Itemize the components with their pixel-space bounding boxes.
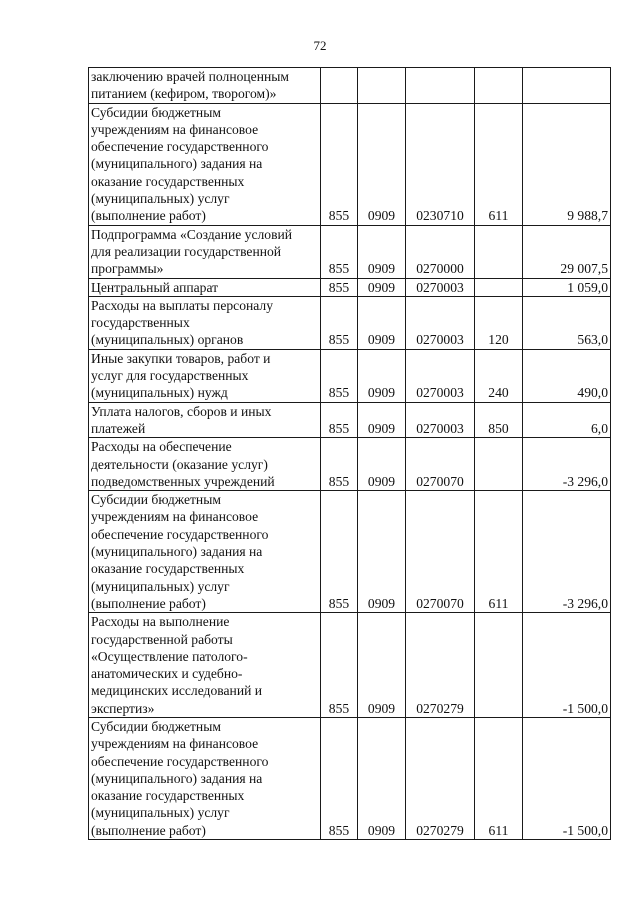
cell-target-article: 0230710 [406, 103, 475, 225]
description-line: обеспечение государственного [91, 139, 269, 155]
description-line: питанием (кефиром, творогом)» [91, 86, 277, 102]
description-line: (муниципального) задания на [91, 544, 263, 560]
description-line: платежей [91, 420, 146, 436]
cell-target-article: 0270003 [406, 402, 475, 438]
cell-expense-type: 611 [475, 103, 523, 225]
description-line: (муниципальных) услуг [91, 805, 230, 821]
row-description [89, 296, 321, 349]
cell-target-article: 0270070 [406, 491, 475, 613]
cell-amount: 563,0 [523, 296, 611, 349]
budget-table [88, 67, 611, 840]
description-line: Центральный аппарат [91, 279, 219, 295]
cell-amount: -3 296,0 [523, 491, 611, 613]
cell-expense-type [475, 613, 523, 718]
description-line: (муниципального) задания на [91, 770, 263, 786]
cell-amount: 29 007,5 [523, 225, 611, 278]
description-line: Подпрограмма «Создание условий [91, 226, 293, 242]
description-line: услуг для государственных [91, 368, 249, 384]
description-line: Субсидии бюджетным [91, 492, 221, 508]
description-line: оказание государственных [91, 561, 245, 577]
cell-amount: -3 296,0 [523, 438, 611, 491]
description-line: (выполнение работ) [91, 208, 206, 224]
description-line: программы» [91, 261, 164, 277]
description-line: (выполнение работ) [91, 822, 206, 838]
cell-section: 0909 [358, 349, 406, 402]
cell-target-article: 0270070 [406, 438, 475, 491]
cell-section: 0909 [358, 613, 406, 718]
cell-target-article: 0270003 [406, 278, 475, 296]
cell-grbs: 855 [321, 225, 358, 278]
cell-amount: 6,0 [523, 402, 611, 438]
cell-expense-type [475, 438, 523, 491]
cell-expense-type: 240 [475, 349, 523, 402]
table-row [89, 278, 611, 296]
cell-target-article: 0270279 [406, 613, 475, 718]
description-line: Расходы на выполнение [91, 614, 230, 630]
row-description [89, 491, 321, 613]
cell-grbs: 855 [321, 438, 358, 491]
row-description [89, 278, 321, 296]
description-line: Уплата налогов, сборов и иных [91, 403, 272, 419]
cell-amount: 1 059,0 [523, 278, 611, 296]
description-line: (муниципальных) органов [91, 332, 244, 348]
cell-expense-type: 611 [475, 717, 523, 839]
row-description [89, 438, 321, 491]
cell-section: 0909 [358, 491, 406, 613]
cell-expense-type [475, 225, 523, 278]
cell-expense-type: 611 [475, 491, 523, 613]
description-line: учреждениям на финансовое [91, 736, 259, 752]
row-description [89, 349, 321, 402]
description-line: обеспечение государственного [91, 526, 269, 542]
row-description [89, 717, 321, 839]
table-row [89, 296, 611, 349]
description-line: Расходы на обеспечение [91, 439, 232, 455]
description-line: деятельности (оказание услуг) [91, 456, 268, 472]
cell-section: 0909 [358, 296, 406, 349]
cell-grbs: 855 [321, 349, 358, 402]
cell-amount: -1 500,0 [523, 717, 611, 839]
description-line: (муниципального) задания на [91, 156, 263, 172]
cell-section: 0909 [358, 225, 406, 278]
table-row [89, 225, 611, 278]
cell-section: 0909 [358, 278, 406, 296]
description-line: «Осуществление патолого- [91, 648, 248, 664]
description-line: государственной работы [91, 631, 233, 647]
table-row [89, 613, 611, 718]
table-row [89, 349, 611, 402]
cell-expense-type [475, 68, 523, 104]
description-line: обеспечение государственного [91, 753, 269, 769]
cell-target-article: 0270003 [406, 296, 475, 349]
description-line: Расходы на выплаты персоналу [91, 297, 273, 313]
cell-section [358, 68, 406, 104]
cell-grbs: 855 [321, 278, 358, 296]
table-row [89, 402, 611, 438]
description-line: (муниципальных) услуг [91, 191, 230, 207]
description-line: Иные закупки товаров, работ и [91, 350, 271, 366]
row-description [89, 225, 321, 278]
cell-target-article: 0270000 [406, 225, 475, 278]
table-row [89, 491, 611, 613]
description-line: анатомических и судебно- [91, 666, 243, 682]
cell-grbs: 855 [321, 103, 358, 225]
cell-section: 0909 [358, 717, 406, 839]
table-row [89, 438, 611, 491]
cell-expense-type: 120 [475, 296, 523, 349]
cell-amount: 9 988,7 [523, 103, 611, 225]
description-line: (муниципальных) нужд [91, 385, 228, 401]
table-row [89, 103, 611, 225]
table-body [89, 68, 611, 840]
table-row [89, 68, 611, 104]
description-line: экспертиз» [91, 700, 155, 716]
row-description [89, 68, 321, 104]
row-description [89, 613, 321, 718]
cell-grbs: 855 [321, 717, 358, 839]
description-line: заключению врачей полноценным [91, 69, 289, 84]
table-row [89, 717, 611, 839]
row-description [89, 103, 321, 225]
description-line: оказание государственных [91, 788, 245, 804]
description-line: (выполнение работ) [91, 595, 206, 611]
description-line: оказание государственных [91, 173, 245, 189]
cell-section: 0909 [358, 402, 406, 438]
description-line: государственных [91, 315, 190, 331]
page-number: 72 [313, 38, 327, 53]
cell-grbs: 855 [321, 613, 358, 718]
cell-grbs: 855 [321, 402, 358, 438]
cell-grbs [321, 68, 358, 104]
cell-expense-type [475, 278, 523, 296]
cell-section: 0909 [358, 438, 406, 491]
description-line: для реализации государственной [91, 243, 282, 259]
cell-grbs: 855 [321, 491, 358, 613]
cell-target-article: 0270003 [406, 349, 475, 402]
cell-amount: 490,0 [523, 349, 611, 402]
cell-amount: -1 500,0 [523, 613, 611, 718]
cell-grbs: 855 [321, 296, 358, 349]
description-line: Субсидии бюджетным [91, 104, 221, 120]
description-line: Субсидии бюджетным [91, 718, 221, 734]
cell-target-article [406, 68, 475, 104]
description-line: учреждениям на финансовое [91, 509, 259, 525]
description-line: медицинских исследований и [91, 683, 263, 699]
cell-expense-type: 850 [475, 402, 523, 438]
cell-target-article: 0270279 [406, 717, 475, 839]
cell-amount [523, 68, 611, 104]
row-description [89, 402, 321, 438]
description-line: (муниципальных) услуг [91, 578, 230, 594]
description-line: учреждениям на финансовое [91, 121, 259, 137]
cell-section: 0909 [358, 103, 406, 225]
description-line: подведомственных учреждений [91, 473, 275, 489]
